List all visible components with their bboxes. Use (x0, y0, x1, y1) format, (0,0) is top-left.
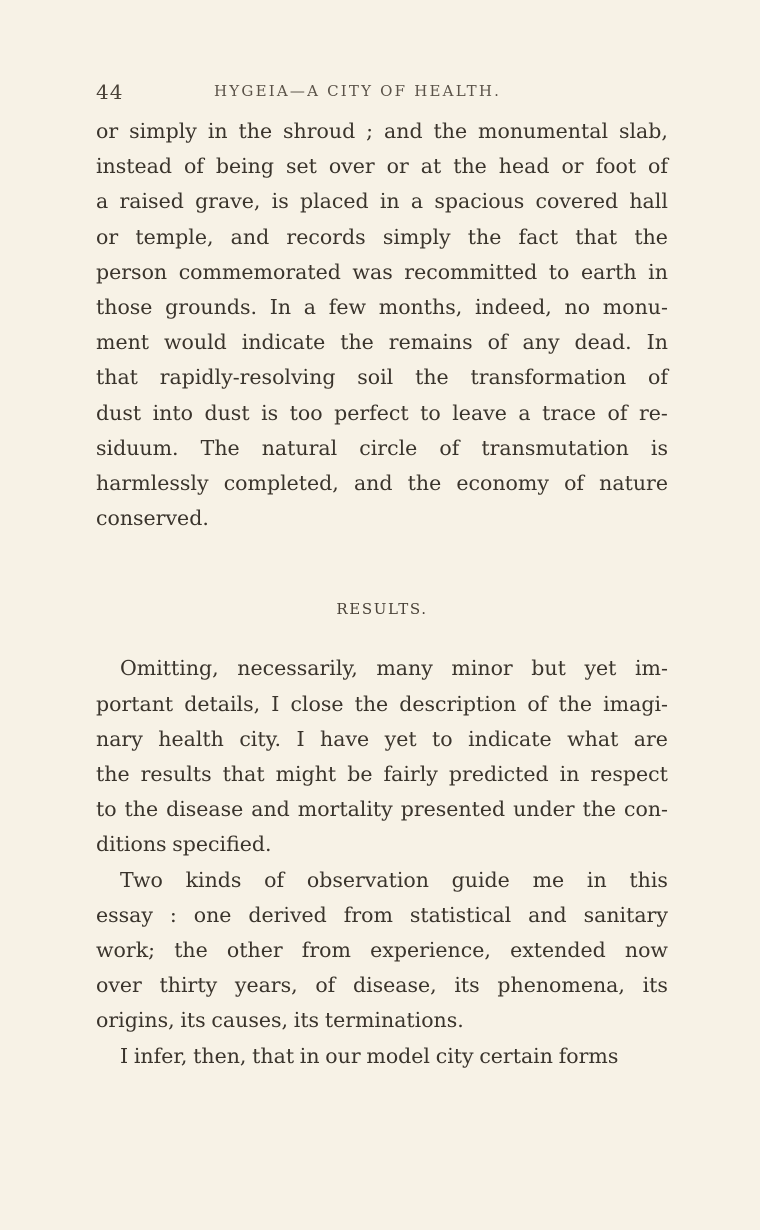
text-line: origins, its causes, its terminations. (96, 1008, 464, 1033)
text-after-heading (96, 651, 668, 1073)
page-number: 44 (96, 80, 124, 104)
text-line: those grounds. In a few months, indeed, no monu- (96, 294, 668, 319)
text-line: over thirty years, of disease, its phenomena, its (96, 973, 668, 998)
text-line: ment would indicate the remains of any dead. In (96, 330, 668, 355)
running-title: HYGEIA—A CITY OF HEALTH. (214, 82, 502, 100)
text-line: dust into dust is too perfect to leave a trace of re- (96, 400, 668, 425)
text-line: to the disease and mortality presented under the con- (96, 797, 668, 822)
text-line: I infer, then, that in our model city certain forms (120, 1043, 619, 1068)
running-head (96, 80, 656, 110)
text-line: harmlessly completed, and the economy of nature (96, 470, 668, 495)
text-line: a raised grave, is placed in a spacious covered hall (96, 189, 668, 214)
text-line: Two kinds of observation guide me in this (120, 867, 668, 892)
paragraph (96, 651, 668, 862)
text-line: Omitting, necessarily, many minor but yet im- (120, 656, 668, 681)
paragraph (96, 863, 668, 1039)
text-line: that rapidly-resolving soil the transformation of (96, 365, 668, 390)
paragraph (96, 114, 668, 536)
text-line: work; the other from experience, extended now (96, 937, 668, 962)
text-line: or simply in the shroud ; and the monumental slab, (96, 119, 668, 143)
paragraph (96, 1039, 668, 1074)
text-before-heading (96, 114, 668, 536)
section-heading: RESULTS. (336, 600, 428, 619)
body-text (96, 114, 668, 1074)
text-line: siduum. The natural circle of transmutation is (96, 435, 668, 460)
text-line: nary health city. I have yet to indicate what are (96, 726, 668, 751)
text-line: the results that might be fairly predicted in respect (96, 762, 668, 786)
text-line: conserved. (96, 506, 209, 531)
text-line: essay : one derived from statistical and sanitary (96, 902, 668, 927)
text-line: instead of being set over or at the head or foot of (96, 154, 668, 179)
text-line: ditions specified. (96, 832, 272, 857)
text-line: or temple, and records simply the fact that the (96, 224, 668, 249)
text-line: portant details, I close the description of the imagi- (96, 691, 668, 716)
text-line: person commemorated was recommitted to earth in (96, 259, 668, 284)
